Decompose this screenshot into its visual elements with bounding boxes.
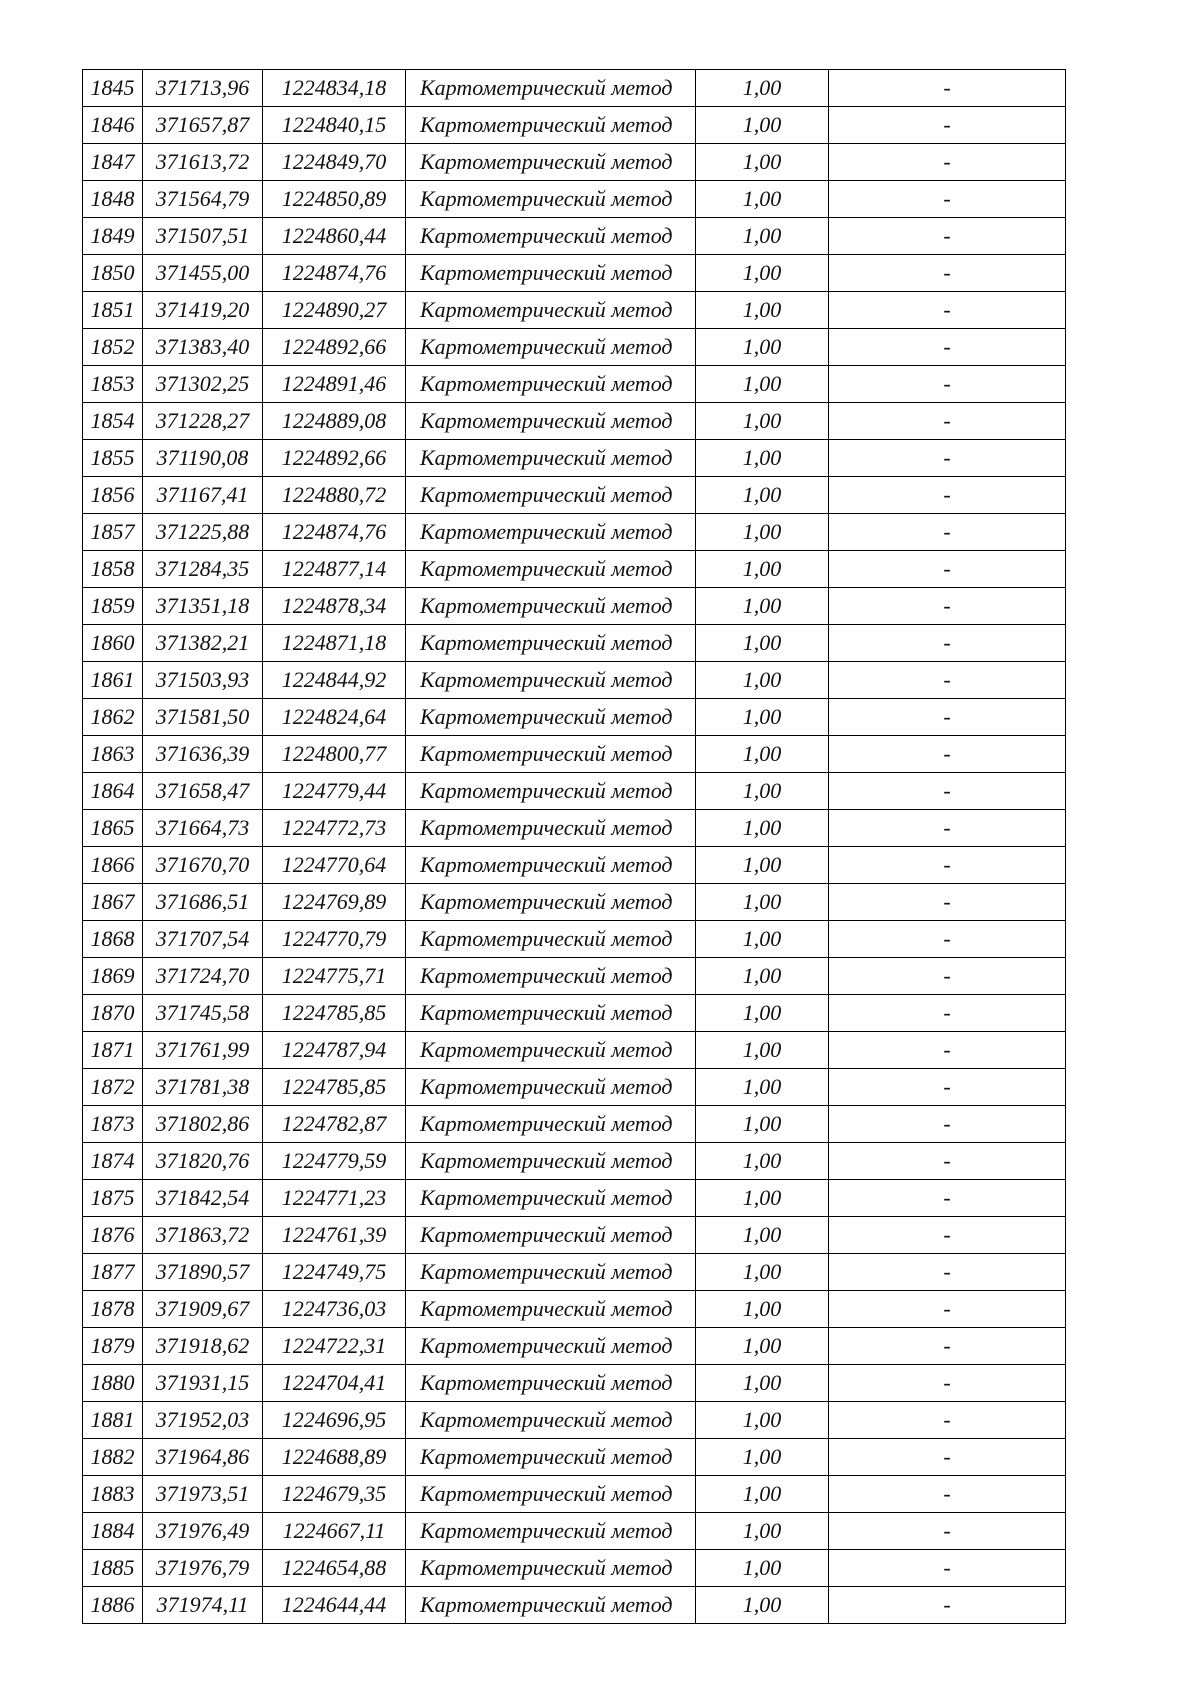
- accuracy-cell: 1,00: [696, 1402, 829, 1439]
- accuracy-cell: 1,00: [696, 440, 829, 477]
- y-coordinate-cell: 1224874,76: [263, 255, 406, 292]
- accuracy-cell: 1,00: [696, 366, 829, 403]
- table-row: [83, 995, 1066, 1032]
- y-coordinate-cell: 1224892,66: [263, 329, 406, 366]
- x-coordinate-cell: 371302,25: [143, 366, 263, 403]
- description-cell: -: [829, 144, 1066, 181]
- point-number-cell: 1847: [83, 144, 143, 181]
- point-number-cell: 1879: [83, 1328, 143, 1365]
- accuracy-cell: 1,00: [696, 1143, 829, 1180]
- description-cell: -: [829, 699, 1066, 736]
- accuracy-cell: 1,00: [696, 1180, 829, 1217]
- table-row: [83, 107, 1066, 144]
- point-number-cell: 1875: [83, 1180, 143, 1217]
- y-coordinate-cell: 1224800,77: [263, 736, 406, 773]
- y-coordinate-cell: 1224696,95: [263, 1402, 406, 1439]
- table-row: [83, 884, 1066, 921]
- description-cell: -: [829, 1217, 1066, 1254]
- x-coordinate-cell: 371503,93: [143, 662, 263, 699]
- x-coordinate-cell: 371964,86: [143, 1439, 263, 1476]
- accuracy-cell: 1,00: [696, 625, 829, 662]
- point-number-cell: 1860: [83, 625, 143, 662]
- x-coordinate-cell: 371909,67: [143, 1291, 263, 1328]
- table-row: [83, 1106, 1066, 1143]
- description-cell: -: [829, 958, 1066, 995]
- y-coordinate-cell: 1224877,14: [263, 551, 406, 588]
- table-row: [83, 1254, 1066, 1291]
- description-cell: -: [829, 884, 1066, 921]
- accuracy-cell: 1,00: [696, 329, 829, 366]
- table-row: [83, 1180, 1066, 1217]
- y-coordinate-cell: 1224779,59: [263, 1143, 406, 1180]
- table-row: [83, 1513, 1066, 1550]
- method-cell: Картометрический метод: [406, 1032, 696, 1069]
- x-coordinate-cell: 371781,38: [143, 1069, 263, 1106]
- table-row: [83, 551, 1066, 588]
- y-coordinate-cell: 1224844,92: [263, 662, 406, 699]
- x-coordinate-cell: 371351,18: [143, 588, 263, 625]
- method-cell: Картометрический метод: [406, 884, 696, 921]
- table-row: [83, 1328, 1066, 1365]
- x-coordinate-cell: 371657,87: [143, 107, 263, 144]
- description-cell: -: [829, 1402, 1066, 1439]
- point-number-cell: 1855: [83, 440, 143, 477]
- x-coordinate-cell: 371455,00: [143, 255, 263, 292]
- point-number-cell: 1871: [83, 1032, 143, 1069]
- point-number-cell: 1854: [83, 403, 143, 440]
- point-number-cell: 1883: [83, 1476, 143, 1513]
- point-number-cell: 1846: [83, 107, 143, 144]
- x-coordinate-cell: 371383,40: [143, 329, 263, 366]
- table-row: [83, 699, 1066, 736]
- y-coordinate-cell: 1224834,18: [263, 70, 406, 107]
- method-cell: Картометрический метод: [406, 810, 696, 847]
- x-coordinate-cell: 371167,41: [143, 477, 263, 514]
- description-cell: -: [829, 477, 1066, 514]
- method-cell: Картометрический метод: [406, 477, 696, 514]
- x-coordinate-cell: 371952,03: [143, 1402, 263, 1439]
- method-cell: Картометрический метод: [406, 551, 696, 588]
- method-cell: Картометрический метод: [406, 1254, 696, 1291]
- y-coordinate-cell: 1224761,39: [263, 1217, 406, 1254]
- point-number-cell: 1874: [83, 1143, 143, 1180]
- point-number-cell: 1848: [83, 181, 143, 218]
- accuracy-cell: 1,00: [696, 551, 829, 588]
- accuracy-cell: 1,00: [696, 1106, 829, 1143]
- table-row: [83, 773, 1066, 810]
- y-coordinate-cell: 1224779,44: [263, 773, 406, 810]
- description-cell: -: [829, 1513, 1066, 1550]
- accuracy-cell: 1,00: [696, 218, 829, 255]
- accuracy-cell: 1,00: [696, 1291, 829, 1328]
- description-cell: -: [829, 736, 1066, 773]
- point-number-cell: 1853: [83, 366, 143, 403]
- x-coordinate-cell: 371382,21: [143, 625, 263, 662]
- description-cell: -: [829, 1328, 1066, 1365]
- table-row: [83, 1476, 1066, 1513]
- y-coordinate-cell: 1224644,44: [263, 1587, 406, 1624]
- y-coordinate-cell: 1224770,64: [263, 847, 406, 884]
- x-coordinate-cell: 371636,39: [143, 736, 263, 773]
- accuracy-cell: 1,00: [696, 292, 829, 329]
- y-coordinate-cell: 1224704,41: [263, 1365, 406, 1402]
- x-coordinate-cell: 371686,51: [143, 884, 263, 921]
- description-cell: -: [829, 514, 1066, 551]
- x-coordinate-cell: 371863,72: [143, 1217, 263, 1254]
- point-number-cell: 1868: [83, 921, 143, 958]
- table-row: [83, 736, 1066, 773]
- method-cell: Картометрический метод: [406, 773, 696, 810]
- accuracy-cell: 1,00: [696, 699, 829, 736]
- method-cell: Картометрический метод: [406, 70, 696, 107]
- point-number-cell: 1852: [83, 329, 143, 366]
- y-coordinate-cell: 1224860,44: [263, 218, 406, 255]
- y-coordinate-cell: 1224667,11: [263, 1513, 406, 1550]
- accuracy-cell: 1,00: [696, 847, 829, 884]
- method-cell: Картометрический метод: [406, 736, 696, 773]
- accuracy-cell: 1,00: [696, 995, 829, 1032]
- method-cell: Картометрический метод: [406, 1365, 696, 1402]
- table-row: [83, 847, 1066, 884]
- table-row: [83, 144, 1066, 181]
- y-coordinate-cell: 1224824,64: [263, 699, 406, 736]
- point-number-cell: 1863: [83, 736, 143, 773]
- description-cell: -: [829, 921, 1066, 958]
- accuracy-cell: 1,00: [696, 1328, 829, 1365]
- point-number-cell: 1884: [83, 1513, 143, 1550]
- x-coordinate-cell: 371225,88: [143, 514, 263, 551]
- x-coordinate-cell: 371842,54: [143, 1180, 263, 1217]
- method-cell: Картометрический метод: [406, 1069, 696, 1106]
- point-number-cell: 1857: [83, 514, 143, 551]
- accuracy-cell: 1,00: [696, 921, 829, 958]
- x-coordinate-cell: 371613,72: [143, 144, 263, 181]
- description-cell: -: [829, 1439, 1066, 1476]
- description-cell: -: [829, 255, 1066, 292]
- table-row: [83, 810, 1066, 847]
- y-coordinate-cell: 1224749,75: [263, 1254, 406, 1291]
- x-coordinate-cell: 371670,70: [143, 847, 263, 884]
- point-number-cell: 1867: [83, 884, 143, 921]
- y-coordinate-cell: 1224775,71: [263, 958, 406, 995]
- point-number-cell: 1851: [83, 292, 143, 329]
- x-coordinate-cell: 371976,49: [143, 1513, 263, 1550]
- point-number-cell: 1856: [83, 477, 143, 514]
- y-coordinate-cell: 1224874,76: [263, 514, 406, 551]
- description-cell: -: [829, 440, 1066, 477]
- table-row: [83, 1291, 1066, 1328]
- x-coordinate-cell: 371802,86: [143, 1106, 263, 1143]
- point-number-cell: 1858: [83, 551, 143, 588]
- y-coordinate-cell: 1224770,79: [263, 921, 406, 958]
- x-coordinate-cell: 371664,73: [143, 810, 263, 847]
- accuracy-cell: 1,00: [696, 1439, 829, 1476]
- description-cell: -: [829, 1032, 1066, 1069]
- y-coordinate-cell: 1224840,15: [263, 107, 406, 144]
- accuracy-cell: 1,00: [696, 1217, 829, 1254]
- y-coordinate-cell: 1224782,87: [263, 1106, 406, 1143]
- x-coordinate-cell: 371228,27: [143, 403, 263, 440]
- description-cell: -: [829, 625, 1066, 662]
- accuracy-cell: 1,00: [696, 662, 829, 699]
- description-cell: -: [829, 1180, 1066, 1217]
- accuracy-cell: 1,00: [696, 884, 829, 921]
- x-coordinate-cell: 371284,35: [143, 551, 263, 588]
- table-row: [83, 1550, 1066, 1587]
- table-row: [83, 625, 1066, 662]
- x-coordinate-cell: 371820,76: [143, 1143, 263, 1180]
- method-cell: Картометрический метод: [406, 514, 696, 551]
- method-cell: Картометрический метод: [406, 1550, 696, 1587]
- coordinates-table: [82, 69, 1066, 1624]
- y-coordinate-cell: 1224679,35: [263, 1476, 406, 1513]
- accuracy-cell: 1,00: [696, 810, 829, 847]
- point-number-cell: 1876: [83, 1217, 143, 1254]
- point-number-cell: 1882: [83, 1439, 143, 1476]
- accuracy-cell: 1,00: [696, 1254, 829, 1291]
- method-cell: Картометрический метод: [406, 1439, 696, 1476]
- description-cell: -: [829, 218, 1066, 255]
- point-number-cell: 1885: [83, 1550, 143, 1587]
- table-row: [83, 958, 1066, 995]
- description-cell: -: [829, 1550, 1066, 1587]
- table-row: [83, 1217, 1066, 1254]
- method-cell: Картометрический метод: [406, 1180, 696, 1217]
- method-cell: Картометрический метод: [406, 1476, 696, 1513]
- description-cell: -: [829, 1106, 1066, 1143]
- point-number-cell: 1869: [83, 958, 143, 995]
- point-number-cell: 1886: [83, 1587, 143, 1624]
- table-row: [83, 181, 1066, 218]
- accuracy-cell: 1,00: [696, 144, 829, 181]
- point-number-cell: 1864: [83, 773, 143, 810]
- point-number-cell: 1872: [83, 1069, 143, 1106]
- description-cell: -: [829, 1587, 1066, 1624]
- description-cell: -: [829, 1069, 1066, 1106]
- accuracy-cell: 1,00: [696, 1587, 829, 1624]
- x-coordinate-cell: 371419,20: [143, 292, 263, 329]
- point-number-cell: 1862: [83, 699, 143, 736]
- x-coordinate-cell: 371707,54: [143, 921, 263, 958]
- description-cell: -: [829, 662, 1066, 699]
- table-row: [83, 477, 1066, 514]
- accuracy-cell: 1,00: [696, 1069, 829, 1106]
- description-cell: -: [829, 995, 1066, 1032]
- description-cell: -: [829, 1254, 1066, 1291]
- x-coordinate-cell: 371745,58: [143, 995, 263, 1032]
- accuracy-cell: 1,00: [696, 514, 829, 551]
- point-number-cell: 1881: [83, 1402, 143, 1439]
- description-cell: -: [829, 1476, 1066, 1513]
- description-cell: -: [829, 366, 1066, 403]
- accuracy-cell: 1,00: [696, 588, 829, 625]
- point-number-cell: 1873: [83, 1106, 143, 1143]
- method-cell: Картометрический метод: [406, 181, 696, 218]
- accuracy-cell: 1,00: [696, 181, 829, 218]
- description-cell: -: [829, 403, 1066, 440]
- method-cell: Картометрический метод: [406, 329, 696, 366]
- point-number-cell: 1880: [83, 1365, 143, 1402]
- coordinates-table-body: [83, 70, 1066, 1624]
- point-number-cell: 1865: [83, 810, 143, 847]
- description-cell: -: [829, 1291, 1066, 1328]
- point-number-cell: 1870: [83, 995, 143, 1032]
- accuracy-cell: 1,00: [696, 773, 829, 810]
- table-row: [83, 588, 1066, 625]
- accuracy-cell: 1,00: [696, 477, 829, 514]
- y-coordinate-cell: 1224787,94: [263, 1032, 406, 1069]
- point-number-cell: 1877: [83, 1254, 143, 1291]
- method-cell: Картометрический метод: [406, 403, 696, 440]
- table-row: [83, 662, 1066, 699]
- method-cell: Картометрический метод: [406, 662, 696, 699]
- y-coordinate-cell: 1224850,89: [263, 181, 406, 218]
- description-cell: -: [829, 773, 1066, 810]
- table-row: [83, 366, 1066, 403]
- table-row: [83, 255, 1066, 292]
- table-row: [83, 1032, 1066, 1069]
- accuracy-cell: 1,00: [696, 1032, 829, 1069]
- x-coordinate-cell: 371974,11: [143, 1587, 263, 1624]
- y-coordinate-cell: 1224880,72: [263, 477, 406, 514]
- y-coordinate-cell: 1224785,85: [263, 1069, 406, 1106]
- y-coordinate-cell: 1224769,89: [263, 884, 406, 921]
- table-row: [83, 921, 1066, 958]
- description-cell: -: [829, 847, 1066, 884]
- point-number-cell: 1866: [83, 847, 143, 884]
- y-coordinate-cell: 1224785,85: [263, 995, 406, 1032]
- x-coordinate-cell: 371918,62: [143, 1328, 263, 1365]
- accuracy-cell: 1,00: [696, 736, 829, 773]
- method-cell: Картометрический метод: [406, 1513, 696, 1550]
- method-cell: Картометрический метод: [406, 1291, 696, 1328]
- x-coordinate-cell: 371507,51: [143, 218, 263, 255]
- method-cell: Картометрический метод: [406, 1587, 696, 1624]
- point-number-cell: 1849: [83, 218, 143, 255]
- description-cell: -: [829, 107, 1066, 144]
- description-cell: -: [829, 181, 1066, 218]
- table-row: [83, 403, 1066, 440]
- x-coordinate-cell: 371976,79: [143, 1550, 263, 1587]
- description-cell: -: [829, 551, 1066, 588]
- method-cell: Картометрический метод: [406, 847, 696, 884]
- method-cell: Картометрический метод: [406, 144, 696, 181]
- method-cell: Картометрический метод: [406, 218, 696, 255]
- description-cell: -: [829, 810, 1066, 847]
- x-coordinate-cell: 371931,15: [143, 1365, 263, 1402]
- y-coordinate-cell: 1224891,46: [263, 366, 406, 403]
- table-row: [83, 70, 1066, 107]
- x-coordinate-cell: 371581,50: [143, 699, 263, 736]
- x-coordinate-cell: 371724,70: [143, 958, 263, 995]
- table-row: [83, 514, 1066, 551]
- point-number-cell: 1861: [83, 662, 143, 699]
- method-cell: Картометрический метод: [406, 995, 696, 1032]
- x-coordinate-cell: 371713,96: [143, 70, 263, 107]
- y-coordinate-cell: 1224736,03: [263, 1291, 406, 1328]
- table-row: [83, 1439, 1066, 1476]
- accuracy-cell: 1,00: [696, 958, 829, 995]
- table-row: [83, 440, 1066, 477]
- table-row: [83, 1069, 1066, 1106]
- y-coordinate-cell: 1224772,73: [263, 810, 406, 847]
- table-row: [83, 1143, 1066, 1180]
- table-row: [83, 218, 1066, 255]
- method-cell: Картометрический метод: [406, 440, 696, 477]
- table-row: [83, 1365, 1066, 1402]
- point-number-cell: 1859: [83, 588, 143, 625]
- description-cell: -: [829, 292, 1066, 329]
- description-cell: -: [829, 70, 1066, 107]
- table-row: [83, 329, 1066, 366]
- method-cell: Картометрический метод: [406, 625, 696, 662]
- point-number-cell: 1845: [83, 70, 143, 107]
- accuracy-cell: 1,00: [696, 107, 829, 144]
- description-cell: -: [829, 1143, 1066, 1180]
- accuracy-cell: 1,00: [696, 403, 829, 440]
- y-coordinate-cell: 1224654,88: [263, 1550, 406, 1587]
- method-cell: Картометрический метод: [406, 958, 696, 995]
- x-coordinate-cell: 371761,99: [143, 1032, 263, 1069]
- method-cell: Картометрический метод: [406, 1217, 696, 1254]
- y-coordinate-cell: 1224688,89: [263, 1439, 406, 1476]
- x-coordinate-cell: 371973,51: [143, 1476, 263, 1513]
- method-cell: Картометрический метод: [406, 699, 696, 736]
- method-cell: Картометрический метод: [406, 1143, 696, 1180]
- method-cell: Картометрический метод: [406, 255, 696, 292]
- method-cell: Картометрический метод: [406, 107, 696, 144]
- x-coordinate-cell: 371190,08: [143, 440, 263, 477]
- accuracy-cell: 1,00: [696, 1476, 829, 1513]
- y-coordinate-cell: 1224889,08: [263, 403, 406, 440]
- description-cell: -: [829, 329, 1066, 366]
- x-coordinate-cell: 371564,79: [143, 181, 263, 218]
- method-cell: Картометрический метод: [406, 1328, 696, 1365]
- accuracy-cell: 1,00: [696, 1365, 829, 1402]
- method-cell: Картометрический метод: [406, 366, 696, 403]
- y-coordinate-cell: 1224722,31: [263, 1328, 406, 1365]
- method-cell: Картометрический метод: [406, 1106, 696, 1143]
- y-coordinate-cell: 1224771,23: [263, 1180, 406, 1217]
- y-coordinate-cell: 1224892,66: [263, 440, 406, 477]
- method-cell: Картометрический метод: [406, 921, 696, 958]
- point-number-cell: 1850: [83, 255, 143, 292]
- x-coordinate-cell: 371658,47: [143, 773, 263, 810]
- accuracy-cell: 1,00: [696, 1550, 829, 1587]
- table-row: [83, 292, 1066, 329]
- accuracy-cell: 1,00: [696, 1513, 829, 1550]
- table-row: [83, 1402, 1066, 1439]
- method-cell: Картометрический метод: [406, 1402, 696, 1439]
- y-coordinate-cell: 1224871,18: [263, 625, 406, 662]
- method-cell: Картометрический метод: [406, 588, 696, 625]
- y-coordinate-cell: 1224849,70: [263, 144, 406, 181]
- point-number-cell: 1878: [83, 1291, 143, 1328]
- description-cell: -: [829, 1365, 1066, 1402]
- y-coordinate-cell: 1224890,27: [263, 292, 406, 329]
- accuracy-cell: 1,00: [696, 70, 829, 107]
- table-row: [83, 1587, 1066, 1624]
- x-coordinate-cell: 371890,57: [143, 1254, 263, 1291]
- method-cell: Картометрический метод: [406, 292, 696, 329]
- description-cell: -: [829, 588, 1066, 625]
- y-coordinate-cell: 1224878,34: [263, 588, 406, 625]
- accuracy-cell: 1,00: [696, 255, 829, 292]
